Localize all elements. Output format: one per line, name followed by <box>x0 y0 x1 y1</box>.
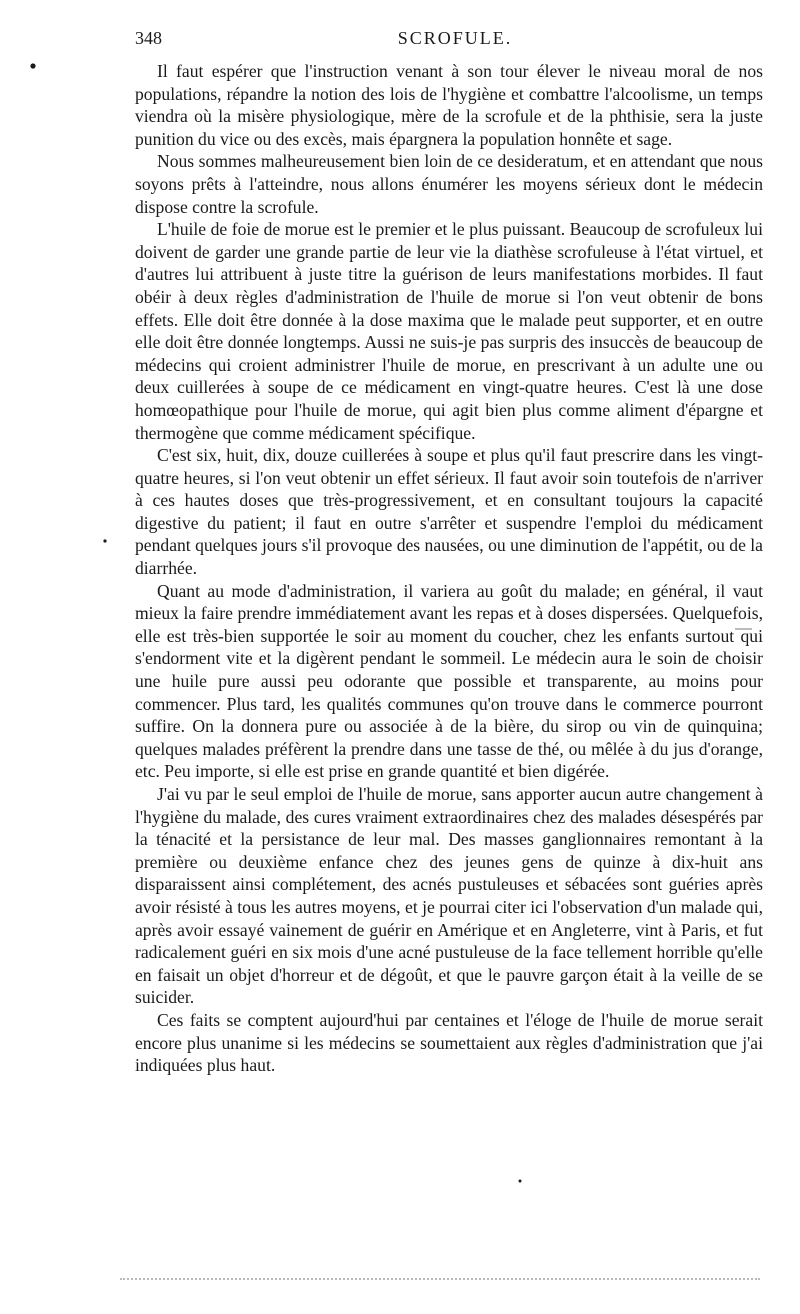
running-head: SCROFULE. <box>397 28 513 48</box>
footer-dotted-rule <box>120 1278 760 1280</box>
page-number: 348 <box>135 28 162 48</box>
paragraph: Ces faits se comptent aujourd'hui par centaines et l'éloge de l'huile de morue serait encore plus unanime si les médecins se soumettaient aux règles d'administration que j'ai indiquées plus haut. <box>135 1009 763 1076</box>
paragraph: C'est six, huit, dix, douze cuillerées à soupe et plus qu'il faut prescrire dans les vingt-quatre heures, si l'on veut obtenir un effet sérieux. Il faut avoir soin toutefois de n'arriver à ces hautes doses que très-progressivement, et en consultant toujours la capacité digestive du patient; il faut en outre s'arrêter et suspendre l'emploi du médicament pendant quelques jours s'il provoque des nausées, ou une diminution de l'appétit, ou de la diarrhée. <box>135 445 763 579</box>
ink-spot <box>103 539 106 542</box>
paragraph: J'ai vu par le seul emploi de l'huile de morue, sans apporter aucun autre changement à l'hygiène du malade, des cures vraiment extraordinaires chez des malades désespérés par la ténacité et la persistance de leur mal. Des masses ganglionnaires remontant à la première ou deuxième enfance chez des jeunes gens de quinze à dix-huit ans disparaissent ainsi complétement, des acnés pustuleuses et sébacées sont guéries après avoir résisté à tous les autres moyens, et je pourrai citer ici l'observation d'un malade qui, après avoir essayé vainement de guérir en Amérique et en Angleterre, vint à Paris, et fut radicalement guéri en six mois d'une acné pustuleuse de la face tellement horrible qu'elle en faisait un objet d'horreur et de dégoût, et que le pauvre garçon était à la veille de se suicider. <box>135 784 763 1008</box>
page-header <box>135 28 775 52</box>
paragraph: Il faut espérer que l'instruction venant à son tour élever le niveau moral de nos populations, répandre la notion des lois de l'hygiène et combattre l'alcoolisme, un temps viendra où la misère physiologique, mère de la scrofule et de la phthisie, sera la juste punition du vice ou des excès, mais épargnera la population honnête et sage. <box>135 61 763 149</box>
ink-spot <box>519 1180 522 1183</box>
paragraph: Quant au mode d'administration, il variera au goût du malade; en général, il vaut mieux la faire prendre immédiatement avant les repas et à doses dispersées. Quelquefois, elle est très-bien supportée le soir au moment du coucher, chez les enfants surtout qui s'endorment vite et la digèrent pendant le sommeil. Le médecin aura le soin de choisir une huile pure aussi peu odorante que possible et transparente, au moins pour commencer. Plus tard, les qualités communes qu'on trouve dans le commerce pourront suffire. On la donnera pure ou associée à de la bière, du sirop ou vin de quinquina; quelques malades préfèrent la prendre dans une tasse de thé, ou mêlée à du jus d'orange, etc. Peu importe, si elle est prise en grande quantité et bien digérée. <box>135 580 763 782</box>
ink-spot <box>30 63 35 68</box>
body-text <box>135 60 763 1077</box>
paragraph: L'huile de foie de morue est le premier et le plus puissant. Beaucoup de scrofuleux lui doivent de garder une grande partie de leur vie la diathèse scrofuleuse à l'état virtuel, et d'autres lui attribuent à juste titre la guérison de leurs manifestations morbides. Il faut obéir à deux règles d'administration de l'huile de morue si l'on veut obtenir de bons effets. Elle doit être donnée à la dose maxima que le malade peut supporter, et en outre elle doit être donnée longtemps. Aussi ne suis-je pas surpris des insuccès de beaucoup de médecins qui croient administrer l'huile de morue, en prescrivant à un adulte une ou deux cuillerées à soupe de ce médicament en vingt-quatre heures. C'est là une dose homœopathique pour l'huile de morue, qui agit bien plus comme aliment d'épargne et thermogène que comme médicament spécifique. <box>135 219 763 443</box>
paragraph: Nous sommes malheureusement bien loin de ce desideratum, et en attendant que nous soyons prêts à l'atteindre, nous allons énumérer les moyens sérieux dont le médecin dispose contre la scrofule. <box>135 151 763 217</box>
